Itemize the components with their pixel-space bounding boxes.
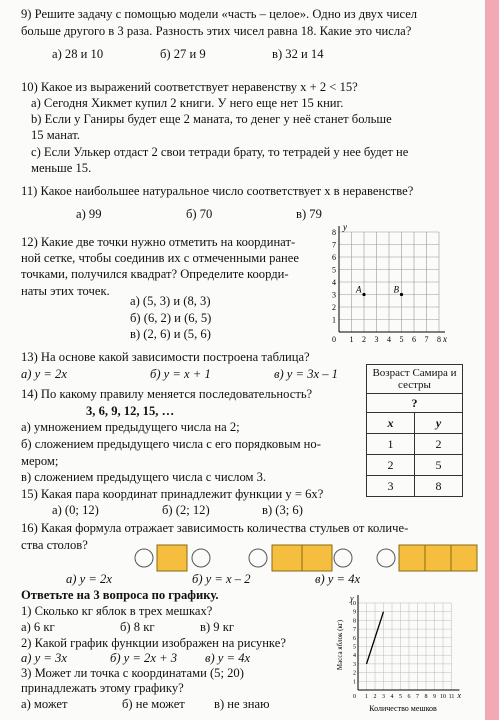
y-tick-label: 6 [353, 635, 356, 642]
q14-sequence: 3, 6, 9, 12, 15, … [86, 404, 175, 418]
x-tick-label: 6 [412, 335, 416, 344]
q9-text-2: больше другого в 3 раза. Разность этих чисел равна 18. Какие это числа? [21, 24, 412, 38]
q12-text-4: наты этих точек. [21, 284, 110, 298]
y-tick-label: 10 [350, 601, 356, 607]
g1-text: 1) Сколько кг яблок в трех мешках? [21, 604, 213, 618]
y-tick-label: 7 [353, 627, 356, 634]
x-tick-label: 3 [374, 335, 379, 344]
q10-option-c-2: меньше 15. [31, 161, 92, 175]
q10-text: 10) Какое из выражений соответствует неравенству x + 2 < 15? [21, 80, 358, 94]
y-tick-label: 9 [353, 609, 356, 616]
x-tick-label: 6 [407, 694, 411, 700]
y-tick-label: 8 [353, 618, 356, 625]
x-tick-label: 10 [440, 694, 446, 700]
q15-option-c[interactable]: в) (3; 6) [262, 503, 303, 517]
x-tick-label: 7 [424, 335, 429, 344]
y-axis-title: Масса яблок (кг) [336, 619, 344, 671]
g3-option-b[interactable]: б) не может [122, 697, 185, 711]
x-tick-label: 11 [448, 694, 455, 700]
age-table-title: Возраст Самира и [372, 367, 457, 379]
q14-option-b[interactable]: б) сложением предыдущего числа с его порядковым но- [21, 437, 321, 451]
q10-option-c[interactable]: с) Если Улькер отдаст 2 свои тетради брату, то тетрадей у нее будет не [31, 145, 409, 159]
point-label-A: A [356, 284, 362, 295]
y-tick-label: 7 [332, 240, 336, 250]
g2-option-a[interactable]: а) y = 3x [21, 651, 67, 665]
x-tick-label: 2 [373, 694, 377, 700]
age-table-title-2: сестры [398, 379, 431, 391]
q16-option-b[interactable]: б) y = x – 2 [192, 572, 251, 586]
y-tick-label: 3 [332, 290, 336, 300]
origin-label: 0 [353, 694, 356, 700]
y-tick-label: 2 [332, 303, 336, 312]
q9-text: 9) Решите задачу с помощью модели «часть – целое». Одно из двух чисел [21, 7, 418, 21]
x-tick-label: 1 [349, 335, 354, 344]
g2-option-c[interactable]: в) y = 4x [205, 651, 251, 665]
q16-option-c[interactable]: в) y = 4x [315, 572, 361, 586]
table-cell: 1 [367, 434, 415, 455]
g1-option-c[interactable]: в) 9 кг [200, 620, 235, 634]
y-axis-letter: y [350, 594, 354, 603]
g1-option-a[interactable]: а) 6 кг [21, 620, 55, 634]
x-tick-label: 7 [416, 694, 419, 700]
x-tick-label: 3 [382, 694, 385, 700]
q10-option-a[interactable]: а) Сегодня Хикмет купил 2 книги. У него еще нет 15 книг. [31, 96, 344, 110]
q12-option-b[interactable]: б) (6, 2) и (6, 5) [130, 311, 212, 325]
table-cell: 5 [415, 455, 463, 476]
q16-option-a[interactable]: а) y = 2x [66, 572, 112, 586]
y-tick-label: 5 [332, 265, 336, 275]
x-tick-label: 9 [433, 694, 436, 700]
q11-option-a[interactable]: а) 99 [76, 207, 102, 221]
x-tick-label: 4 [390, 694, 394, 700]
y-tick-label: 6 [332, 253, 336, 262]
q13-option-a[interactable]: а) y = 2x [21, 367, 67, 381]
g3-option-c[interactable]: в) не знаю [214, 697, 270, 711]
table-chairs-pattern-3 [375, 542, 485, 574]
g1-option-b[interactable]: б) 8 кг [120, 620, 155, 634]
q13-option-b[interactable]: б) y = x + 1 [150, 367, 211, 381]
y-tick-label: 4 [353, 653, 356, 660]
table-cell: 8 [415, 476, 463, 497]
q11-option-b[interactable]: б) 70 [186, 207, 213, 221]
q11-text: 11) Какое наибольшее натуральное число соответствует x в неравенстве? [21, 184, 414, 198]
y-tick-label: 1 [353, 679, 356, 686]
x-tick-label: 4 [387, 335, 391, 344]
y-tick-label: 8 [332, 228, 336, 237]
q15-text: 15) Какая пара координат принадлежит функции y = 6x? [21, 487, 324, 501]
age-table [366, 364, 463, 497]
q9-option-a[interactable]: а) 28 и 10 [52, 47, 104, 61]
q9-option-c[interactable]: в) 32 и 14 [272, 47, 324, 61]
q10-option-b[interactable]: b) Если у Ганиры будет еще 2 маната, то денег у неё станет больше [31, 112, 392, 126]
q13-text: 13) На основе какой зависимости построена таблица? [21, 350, 310, 364]
y-tick-label: 1 [332, 315, 336, 325]
q16-text-2: ства столов? [21, 538, 88, 552]
table-chairs-pattern-2 [247, 542, 353, 574]
q12-text-3: точками, получился квадрат? Определите коорди- [21, 267, 289, 281]
q12-option-a[interactable]: а) (5, 3) и (8, 3) [130, 294, 211, 308]
q9-option-b[interactable]: б) 27 и 9 [160, 47, 206, 61]
q10-option-b-2: 15 манат. [31, 128, 80, 142]
q11-option-c[interactable]: в) 79 [296, 207, 322, 221]
answer-header: Ответьте на 3 вопроса по графику. [21, 588, 219, 602]
q13-option-c[interactable]: в) y = 3x – 1 [274, 367, 338, 381]
q16-text-1: 16) Какая формула отражает зависимость количества стульев от количе- [21, 521, 409, 535]
y-tick-label: 4 [332, 278, 336, 287]
point-A [362, 293, 365, 296]
y-tick-label: 3 [353, 661, 356, 668]
y-tick-label: 5 [353, 644, 356, 651]
y-axis-label: y [343, 222, 347, 232]
x-axis-title: Количество мешков [369, 704, 437, 713]
x-tick-label: 1 [365, 694, 368, 700]
q12-text-1: 12) Какие две точки нужно отметить на координат- [21, 235, 296, 249]
x-axis-label: x [443, 334, 447, 344]
g2-text: 2) Какой график функции изображен на рисунке? [21, 636, 286, 650]
g3-text-2: принадлежать этому графику? [21, 681, 184, 695]
table-cell: 2 [415, 434, 463, 455]
table-cell: 3 [367, 476, 415, 497]
q14-option-b-2: мером; [21, 454, 59, 468]
g3-option-a[interactable]: а) может [21, 697, 68, 711]
coordinate-grid [327, 222, 457, 350]
q12-text-2: ной сетке, чтобы соединив их с отмеченными ранее [21, 251, 299, 265]
x-tick-label: 8 [424, 694, 428, 700]
age-table-header-y: y [415, 413, 463, 434]
point-B [400, 293, 403, 296]
q14-option-c[interactable]: в) сложением предыдущего числа с числом 3. [21, 470, 267, 484]
g2-option-b[interactable]: б) y = 2x + 3 [110, 651, 178, 665]
x-tick-label: 5 [399, 335, 404, 344]
y-tick-label: 2 [353, 670, 356, 677]
apples-graph [332, 592, 462, 718]
q12-option-c[interactable]: в) (2, 6) и (5, 6) [130, 327, 211, 341]
x-tick-label: 2 [362, 335, 366, 344]
x-axis-letter: x [457, 691, 462, 700]
age-table-header-x: x [367, 413, 415, 434]
page-edge-stripe [485, 0, 499, 720]
q14-text: 14) По какому правилу меняется последовательность? [21, 387, 313, 401]
q15-option-a[interactable]: а) (0; 12) [52, 503, 99, 517]
x-tick-label: 5 [399, 694, 402, 700]
x-tick-label: 8 [437, 335, 441, 344]
point-label-B: B [393, 284, 399, 295]
g3-text-1: 3) Может ли точка с координатами (5; 20) [21, 666, 244, 680]
q14-option-a[interactable]: а) умножением предыдущего числа на 2; [21, 420, 240, 434]
table-cell: 2 [367, 455, 415, 476]
origin-label: 0 [332, 335, 336, 344]
q15-option-b[interactable]: б) (2; 12) [162, 503, 210, 517]
age-table-question: ? [367, 394, 463, 413]
table-chairs-pattern-1 [133, 542, 215, 574]
